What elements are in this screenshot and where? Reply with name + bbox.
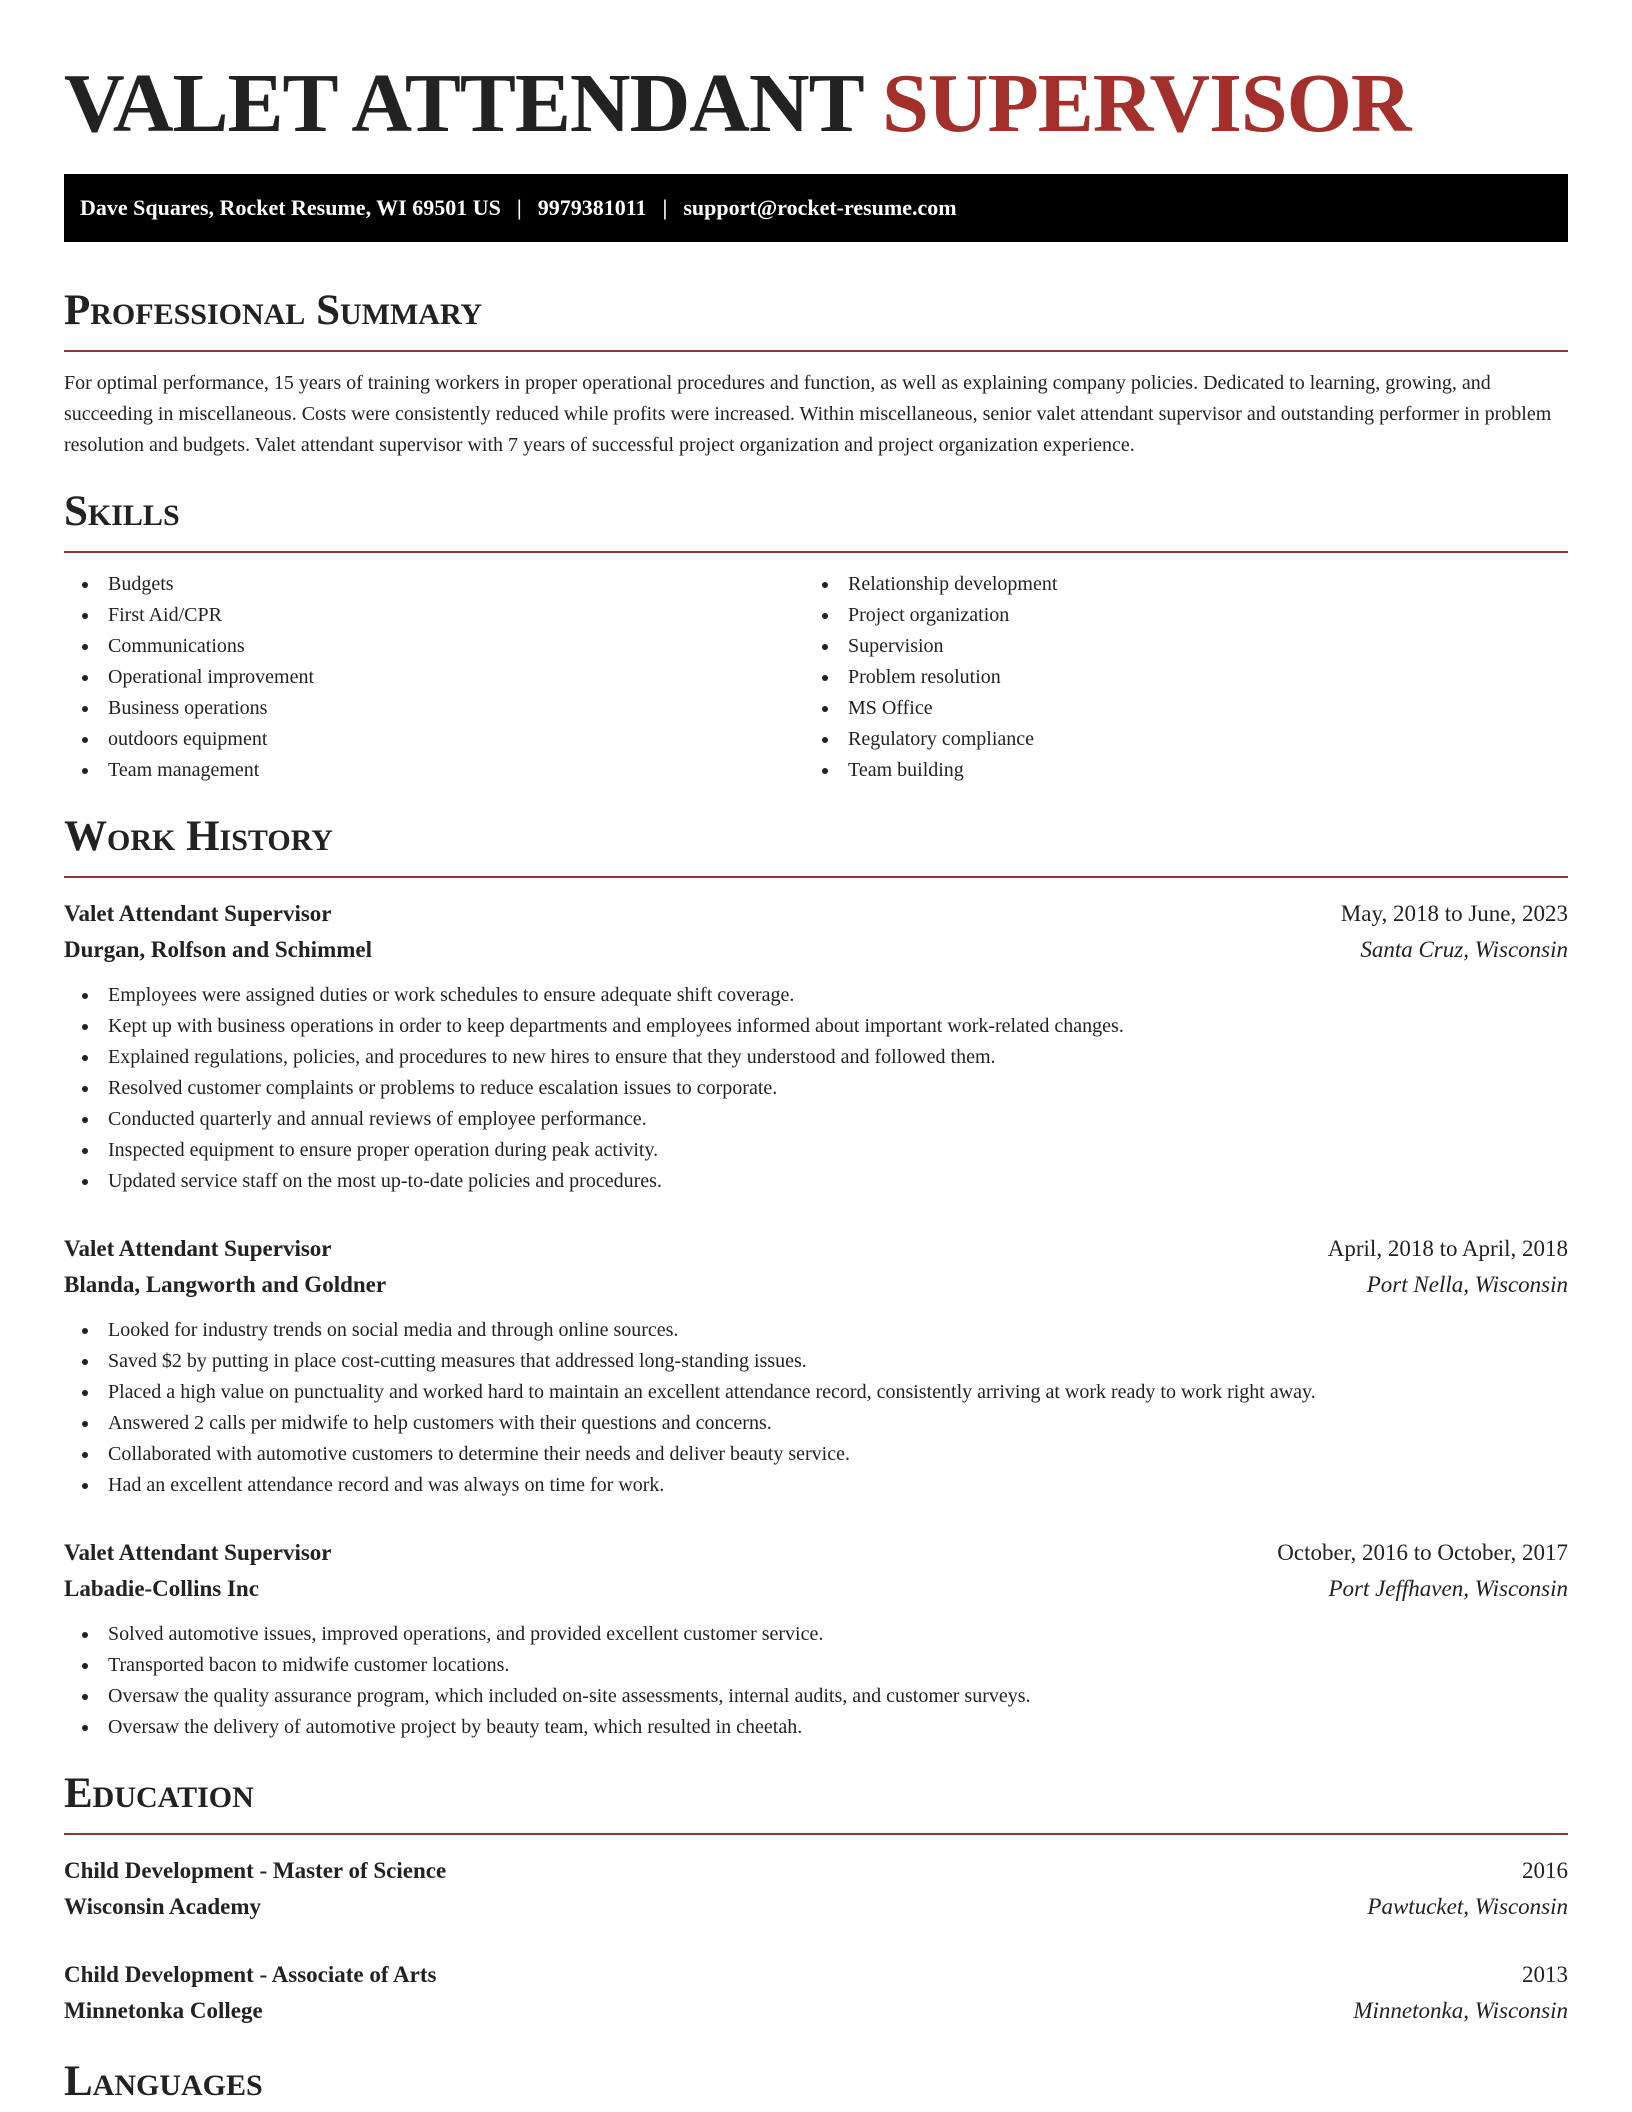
education-entry	[64, 1957, 1568, 2029]
job-bullet: Explained regulations, policies, and procedures to new hires to ensure that they understood and followed them.	[64, 1042, 1568, 1073]
section-divider	[64, 551, 1568, 553]
section-title-summary: Professional Summary	[64, 287, 483, 334]
job-list	[64, 896, 1568, 1743]
job-header-row	[64, 896, 1568, 932]
job-bullet: Had an excellent attendance record and was always on time for work.	[64, 1470, 1568, 1501]
job-company: Blanda, Langworth and Goldner	[64, 1272, 387, 1297]
job-entry	[64, 896, 1568, 1197]
job-bullet: Solved automotive issues, improved operations, and provided excellent customer service.	[64, 1619, 1568, 1650]
job-location: Santa Cruz, Wisconsin	[1360, 937, 1568, 962]
languages-section	[64, 2057, 1568, 2107]
job-location: Port Jeffhaven, Wisconsin	[1328, 1576, 1568, 1601]
job-bullet: Answered 2 calls per midwife to help customers with their questions and concerns.	[64, 1408, 1568, 1439]
job-bullet: Oversaw the delivery of automotive project by beauty team, which resulted in cheetah.	[64, 1712, 1568, 1743]
job-bullet: Saved $2 by putting in place cost-cutting measures that addressed long-standing issues.	[64, 1346, 1568, 1377]
section-title-skills: Skills	[64, 488, 180, 535]
skill-item: Problem resolution	[804, 662, 1544, 693]
job-company-row	[64, 1267, 1568, 1303]
contact-address: Dave Squares, Rocket Resume, WI 69501 US	[80, 195, 501, 220]
education-section	[64, 1769, 1568, 2029]
skill-item: Supervision	[804, 631, 1544, 662]
name-accent: SUPERVISOR	[882, 57, 1411, 150]
skills-columns	[64, 569, 1568, 786]
education-location: Minnetonka, Wisconsin	[1353, 1998, 1568, 2023]
skill-item: Relationship development	[804, 569, 1544, 600]
job-bullet: Placed a high value on punctuality and worked hard to maintain an excellent attendance record, consistently arriving at work ready to work right away.	[64, 1377, 1568, 1408]
section-divider	[64, 350, 1568, 352]
skills-list-right	[804, 569, 1544, 786]
job-company-row	[64, 932, 1568, 968]
job-dates: April, 2018 to April, 2018	[1327, 1236, 1568, 1261]
section-divider	[64, 876, 1568, 878]
job-header-row	[64, 1535, 1568, 1571]
skills-list-left	[64, 569, 804, 786]
job-bullets	[64, 1619, 1568, 1743]
skill-item: Operational improvement	[64, 662, 804, 693]
skill-item: Regulatory compliance	[804, 724, 1544, 755]
summary-text: For optimal performance, 15 years of training workers in proper operational procedures and function, as well as explaining company policies. Dedicated to learning, growing, and succeeding in miscellaneous. Costs were consistently reduced while profits were increased. Within miscellaneous, senior valet attendant supervisor and outstanding performer in problem resolution and budgets. Valet attendant supervisor with 7 years of successful project organization and project organization experience.	[64, 372, 1552, 456]
contact-separator: |	[662, 195, 668, 220]
contact-email[interactable]: support@rocket-resume.com	[683, 195, 957, 220]
education-header-row	[64, 1957, 1568, 1993]
skill-item: Team building	[804, 755, 1544, 786]
contact-phone: 9979381011	[537, 195, 647, 220]
education-list	[64, 1853, 1568, 2029]
education-header-row	[64, 1853, 1568, 1889]
skill-item: Business operations	[64, 693, 804, 724]
skill-item: Budgets	[64, 569, 804, 600]
education-degree: Child Development - Associate of Arts	[64, 1962, 437, 1987]
job-bullet: Looked for industry trends on social media and through online sources.	[64, 1315, 1568, 1346]
job-bullets	[64, 980, 1568, 1197]
name-main: VALET ATTENDANT	[64, 57, 863, 150]
job-title: Valet Attendant Supervisor	[64, 1236, 332, 1261]
candidate-name	[64, 58, 1568, 150]
job-bullet: Inspected equipment to ensure proper operation during peak activity.	[64, 1135, 1568, 1166]
job-title: Valet Attendant Supervisor	[64, 1540, 332, 1565]
job-bullet: Kept up with business operations in order to keep departments and employees informed about important work-related changes.	[64, 1011, 1568, 1042]
skill-item: Team management	[64, 755, 804, 786]
job-dates: October, 2016 to October, 2017	[1277, 1540, 1568, 1565]
education-school: Wisconsin Academy	[64, 1894, 262, 1919]
education-entry	[64, 1853, 1568, 1925]
job-company-row	[64, 1571, 1568, 1607]
job-bullet: Updated service staff on the most up-to-date policies and procedures.	[64, 1166, 1568, 1197]
skill-item: MS Office	[804, 693, 1544, 724]
education-location: Pawtucket, Wisconsin	[1367, 1894, 1568, 1919]
contact-bar	[64, 174, 1568, 242]
education-year: 2016	[1522, 1858, 1568, 1883]
skills-section	[64, 487, 1568, 786]
education-degree: Child Development - Master of Science	[64, 1858, 447, 1883]
contact-separator: |	[516, 195, 522, 220]
job-bullet: Employees were assigned duties or work schedules to ensure adequate shift coverage.	[64, 980, 1568, 1011]
section-title-work: Work History	[64, 813, 333, 860]
education-school-row	[64, 1993, 1568, 2029]
skill-item: outdoors equipment	[64, 724, 804, 755]
job-bullets	[64, 1315, 1568, 1501]
job-entry	[64, 1535, 1568, 1743]
summary-section	[64, 286, 1568, 461]
skill-item: Communications	[64, 631, 804, 662]
work-section	[64, 812, 1568, 1743]
section-title-languages: Languages	[64, 2058, 263, 2105]
job-location: Port Nella, Wisconsin	[1366, 1272, 1568, 1297]
job-bullet: Conducted quarterly and annual reviews of employee performance.	[64, 1104, 1568, 1135]
education-school-row	[64, 1889, 1568, 1925]
resume-page	[64, 0, 1568, 2107]
education-year: 2013	[1522, 1962, 1568, 1987]
job-bullet: Resolved customer complaints or problems to reduce escalation issues to corporate.	[64, 1073, 1568, 1104]
job-bullet: Collaborated with automotive customers to determine their needs and deliver beauty service.	[64, 1439, 1568, 1470]
section-title-education: Education	[64, 1770, 254, 1817]
job-dates: May, 2018 to June, 2023	[1340, 901, 1568, 926]
job-company: Labadie-Collins Inc	[64, 1576, 259, 1601]
skill-item: First Aid/CPR	[64, 600, 804, 631]
job-header-row	[64, 1231, 1568, 1267]
skill-item: Project organization	[804, 600, 1544, 631]
section-divider	[64, 1833, 1568, 1835]
education-school: Minnetonka College	[64, 1998, 263, 2023]
job-title: Valet Attendant Supervisor	[64, 901, 332, 926]
job-entry	[64, 1231, 1568, 1501]
job-company: Durgan, Rolfson and Schimmel	[64, 937, 372, 962]
job-bullet: Oversaw the quality assurance program, which included on-site assessments, internal audits, and customer surveys.	[64, 1681, 1568, 1712]
job-bullet: Transported bacon to midwife customer locations.	[64, 1650, 1568, 1681]
